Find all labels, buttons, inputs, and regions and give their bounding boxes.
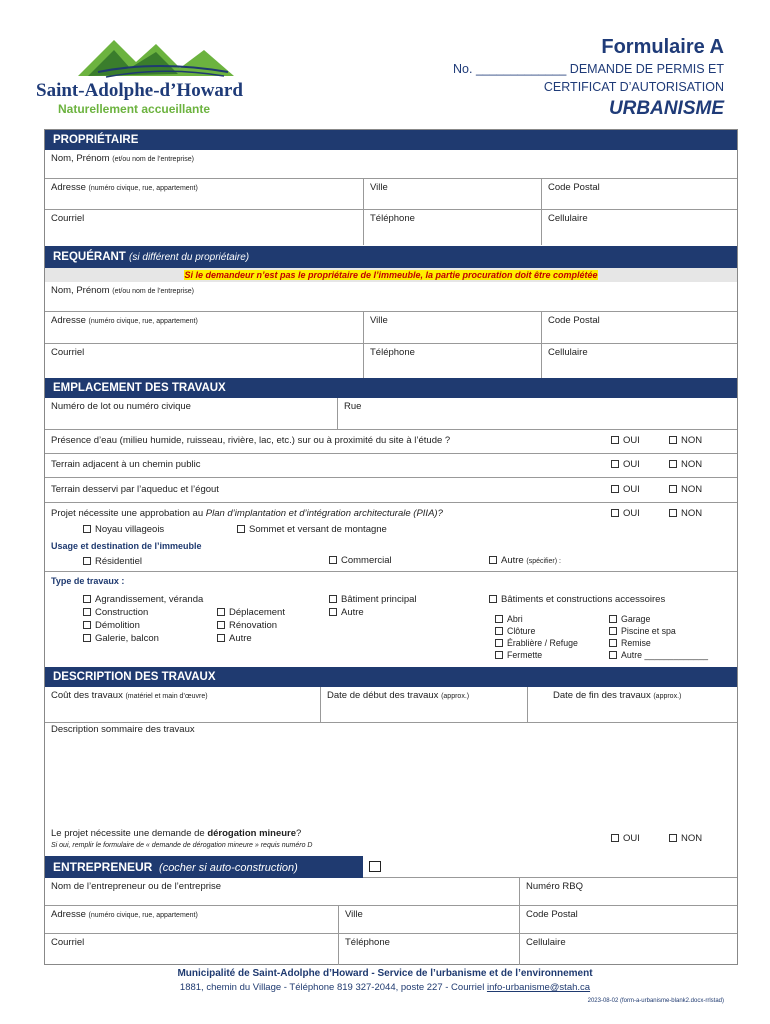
footer-doc-ref: 2023-08-02 (form-a-urbanisme-blank2.docx-rrlstad)	[587, 998, 724, 1004]
section-emplacement-header: EMPLACEMENT DES TRAVAUX	[45, 378, 737, 398]
piia-noyau-checkbox[interactable]: Noyau villageois	[83, 524, 164, 535]
piia-sommet-checkbox[interactable]: Sommet et versant de montagne	[237, 524, 387, 535]
form-subtitle-2: CERTIFICAT D’AUTORISATION	[543, 80, 724, 94]
accessoire-erabliere-checkbox[interactable]: Érablière / Refuge	[495, 638, 578, 648]
requerant-adresse-row[interactable]: Adresse (numéro civique, rue, appartement) Ville Code Postal	[45, 312, 737, 344]
travaux-principal-autre-checkbox[interactable]: Autre	[329, 607, 364, 618]
derogation-oui-checkbox[interactable]: OUI	[611, 833, 640, 844]
travaux-accessoires-checkbox[interactable]: Bâtiments et constructions accessoires	[489, 594, 665, 605]
proprietaire-nom-row[interactable]: Nom, Prénom (et/ou nom de l’entreprise)	[45, 150, 737, 179]
eau-non-checkbox[interactable]: NON	[669, 435, 702, 446]
travaux-galerie-checkbox[interactable]: Galerie, balcon	[83, 633, 159, 644]
auto-construction-checkbox[interactable]	[369, 861, 381, 872]
org-tagline: Naturellement accueillante	[58, 102, 211, 116]
requerant-courriel-row[interactable]: Courriel Téléphone Cellulaire	[45, 344, 737, 378]
requerant-warning-note: Si le demandeur n’est pas le propriétaire de l’immeuble, la partie procuration doit être complétée	[45, 268, 737, 282]
aqueduc-oui-checkbox[interactable]: OUI	[611, 484, 640, 495]
section-proprietaire-header: PROPRIÉTAIRE	[45, 130, 737, 150]
chemin-oui-checkbox[interactable]: OUI	[611, 459, 640, 470]
description-dates-row[interactable]: Coût des travaux (matériel et main d’œuvre) Date de début des travaux (approx.) Date de fin des travaux (approx.)	[45, 687, 737, 723]
accessoire-cloture-checkbox[interactable]: Clôture	[495, 626, 535, 636]
accessoire-autre-checkbox[interactable]: Autre _____________	[609, 650, 708, 660]
form-department: URBANISME	[608, 98, 724, 119]
form-subtitle-1: No. _____________ DEMANDE DE PERMIS ET	[453, 62, 724, 76]
description-sommaire-label: Description sommaire des travaux	[51, 724, 195, 735]
emplacement-lot-row[interactable]: Numéro de lot ou numéro civique Rue	[45, 398, 737, 430]
org-name: Saint-Adolphe-d’Howard	[36, 80, 243, 101]
piia-oui-checkbox[interactable]: OUI	[611, 508, 640, 519]
accessoire-remise-checkbox[interactable]: Remise	[609, 638, 651, 648]
travaux-demolition-checkbox[interactable]: Démolition	[83, 620, 140, 631]
accessoire-garage-checkbox[interactable]: Garage	[609, 614, 650, 624]
footer-email-link[interactable]: info-urbanisme@stah.ca	[486, 982, 591, 993]
eau-oui-checkbox[interactable]: OUI	[611, 435, 640, 446]
question-presence-eau: Présence d’eau (milieu humide, ruisseau, rivière, lac, etc.) sur ou à proximité du site à l’étude ?	[51, 435, 451, 446]
travaux-construction-checkbox[interactable]: Construction	[83, 607, 148, 618]
travaux-renovation-checkbox[interactable]: Rénovation	[217, 620, 277, 631]
accessoire-fermette-checkbox[interactable]: Fermette	[495, 650, 542, 660]
entrepreneur-nom-row[interactable]: Nom de l’entrepreneur ou de l’entreprise Numéro RBQ	[45, 878, 737, 906]
section-description-header: DESCRIPTION DES TRAVAUX	[45, 667, 737, 687]
usage-commercial-checkbox[interactable]: Commercial	[329, 555, 392, 566]
chemin-non-checkbox[interactable]: NON	[669, 459, 702, 470]
accessoire-abri-checkbox[interactable]: Abri	[495, 614, 523, 624]
travaux-batiment-principal-checkbox[interactable]: Bâtiment principal	[329, 594, 417, 605]
question-derogation: Le projet nécessite une demande de dérogation mineure?	[51, 828, 302, 839]
section-requerant-header: REQUÉRANT (si différent du propriétaire)	[45, 246, 737, 268]
question-piia: Projet nécessite une approbation au Plan d’implantation et d’intégration architecturale (PIIA)?	[51, 508, 443, 519]
accessoire-piscine-checkbox[interactable]: Piscine et spa	[609, 626, 676, 636]
travaux-deplacement-checkbox[interactable]: Déplacement	[217, 607, 285, 618]
piia-non-checkbox[interactable]: NON	[669, 508, 702, 519]
usage-autre-checkbox[interactable]: Autre (spécifier) :	[489, 555, 561, 566]
travaux-autre-checkbox[interactable]: Autre	[217, 633, 252, 644]
entrepreneur-courriel-row[interactable]: Courriel Téléphone Cellulaire	[45, 934, 737, 965]
question-aqueduc: Terrain desservi par l’aqueduc et l’égout	[51, 484, 219, 495]
entrepreneur-adresse-row[interactable]: Adresse (numéro civique, rue, appartement) Ville Code Postal	[45, 906, 737, 934]
derogation-non-checkbox[interactable]: NON	[669, 833, 702, 844]
derogation-hint: Si oui, remplir le formulaire de « demande de dérogation mineure » requis numéro D	[51, 842, 313, 849]
proprietaire-adresse-row[interactable]: Adresse (numéro civique, rue, appartement) Ville Code Postal	[45, 179, 737, 210]
usage-title: Usage et destination de l’immeuble	[51, 541, 202, 551]
travaux-agrandissement-checkbox[interactable]: Agrandissement, véranda	[83, 594, 203, 605]
aqueduc-non-checkbox[interactable]: NON	[669, 484, 702, 495]
travaux-title: Type de travaux :	[51, 576, 125, 586]
question-chemin-public: Terrain adjacent à un chemin public	[51, 459, 201, 470]
requerant-nom-row[interactable]: Nom, Prénom (et/ou nom de l’entreprise)	[45, 282, 737, 312]
municipality-logo-mountains	[78, 32, 234, 80]
permit-form	[44, 129, 738, 965]
description-sommaire-field[interactable]	[45, 738, 737, 824]
footer-contact: 1881, chemin du Village - Téléphone 819 327-2044, poste 227 - Courriel info-urbanisme@stah.ca	[179, 982, 591, 993]
proprietaire-courriel-row[interactable]: Courriel Téléphone Cellulaire	[45, 210, 737, 245]
form-title: Formulaire A	[601, 36, 724, 58]
footer-organization: Municipalité de Saint-Adolphe d’Howard - Service de l’urbanisme et de l’environnement	[177, 968, 593, 979]
section-entrepreneur-header: ENTREPRENEUR (cocher si auto-construction)	[45, 856, 363, 878]
usage-residentiel-checkbox[interactable]: Résidentiel	[83, 556, 142, 567]
